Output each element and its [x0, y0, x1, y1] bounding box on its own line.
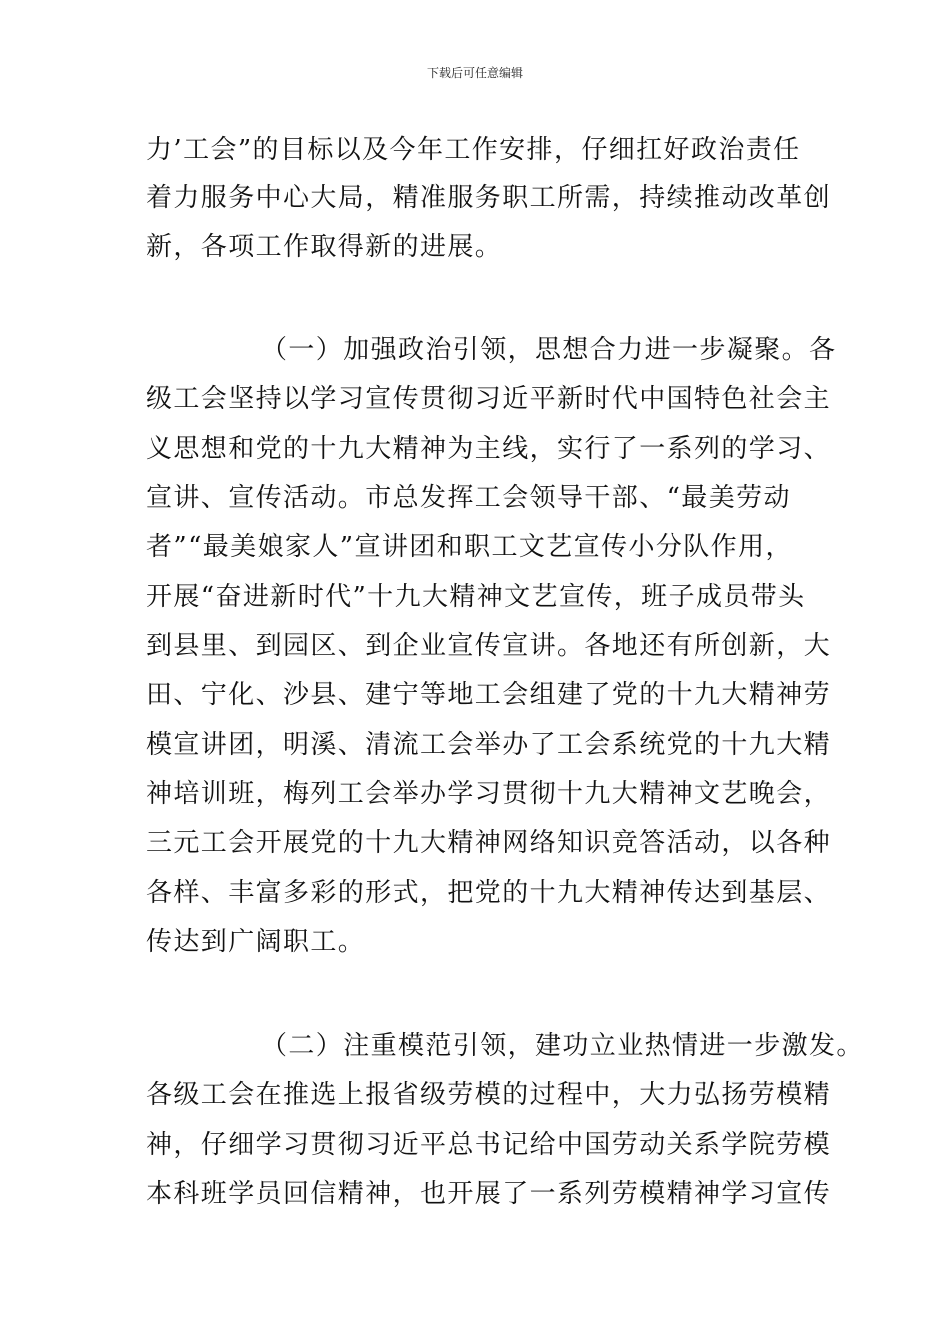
paragraph-1-line-2: 着力服务中心大局，精准服务职工所需，持续推动改革创: [146, 183, 832, 213]
paragraph-2-line-3: 义思想和党的十九大精神为主线，实行了一系列的学习、: [146, 434, 832, 464]
paragraph-2-line-5: 者”“最美娘家人”宣讲团和职工文艺宣传小分队作用，: [146, 532, 793, 562]
paragraph-2-line-10: 神培训班，梅列工会举办学习贯彻十九大精神文艺晚会，: [146, 779, 832, 809]
paragraph-2-line-8: 田、宁化、沙县、建宁等地工会组建了党的十九大精神劳: [146, 680, 832, 710]
paragraph-3-line-2: 各级工会在推选上报省级劳模的过程中，大力弘扬劳模精: [146, 1080, 832, 1110]
paragraph-3-heading-line: （二）注重模范引领，建功立业热情进一步激发。: [261, 1031, 864, 1061]
paragraph-2-line-7: 到县里、到园区、到企业宣传宣讲。各地还有所创新，大: [146, 631, 832, 661]
paragraph-3-line-4: 本科班学员回信精神，也开展了一系列劳模精神学习宣传: [146, 1179, 832, 1209]
paragraph-2-line-13: 传达到广阔职工。: [146, 927, 366, 957]
paragraph-2-line-11: 三元工会开展党的十九大精神网络知识竞答活动，以各种: [146, 828, 832, 858]
paragraph-2-line-2: 级工会坚持以学习宣传贯彻习近平新时代中国特色社会主: [146, 384, 832, 414]
paragraph-1-line-1: 力’工会”的目标以及今年工作安排，仔细扛好政治责任: [146, 135, 801, 165]
paragraph-2-line-6: 开展“奋进新时代”十九大精神文艺宣传，班子成员带头: [146, 582, 806, 612]
page-header-note: 下载后可任意编辑: [426, 66, 523, 80]
paragraph-2-heading-line: （一）加强政治引领，思想合力进一步凝聚。各: [261, 335, 837, 365]
paragraph-1-line-3: 新，各项工作取得新的进展。: [146, 232, 503, 262]
paragraph-2-line-4: 宣讲、宣传活动。市总发挥工会领导干部、“最美劳动: [146, 483, 791, 513]
paragraph-2-line-9: 模宣讲团，明溪、清流工会举办了工会系统党的十九大精: [146, 730, 832, 760]
paragraph-3-line-3: 神，仔细学习贯彻习近平总书记给中国劳动关系学院劳模: [146, 1130, 832, 1160]
paragraph-2-line-12: 各样、丰富多彩的形式，把党的十九大精神传达到基层、: [146, 878, 832, 908]
